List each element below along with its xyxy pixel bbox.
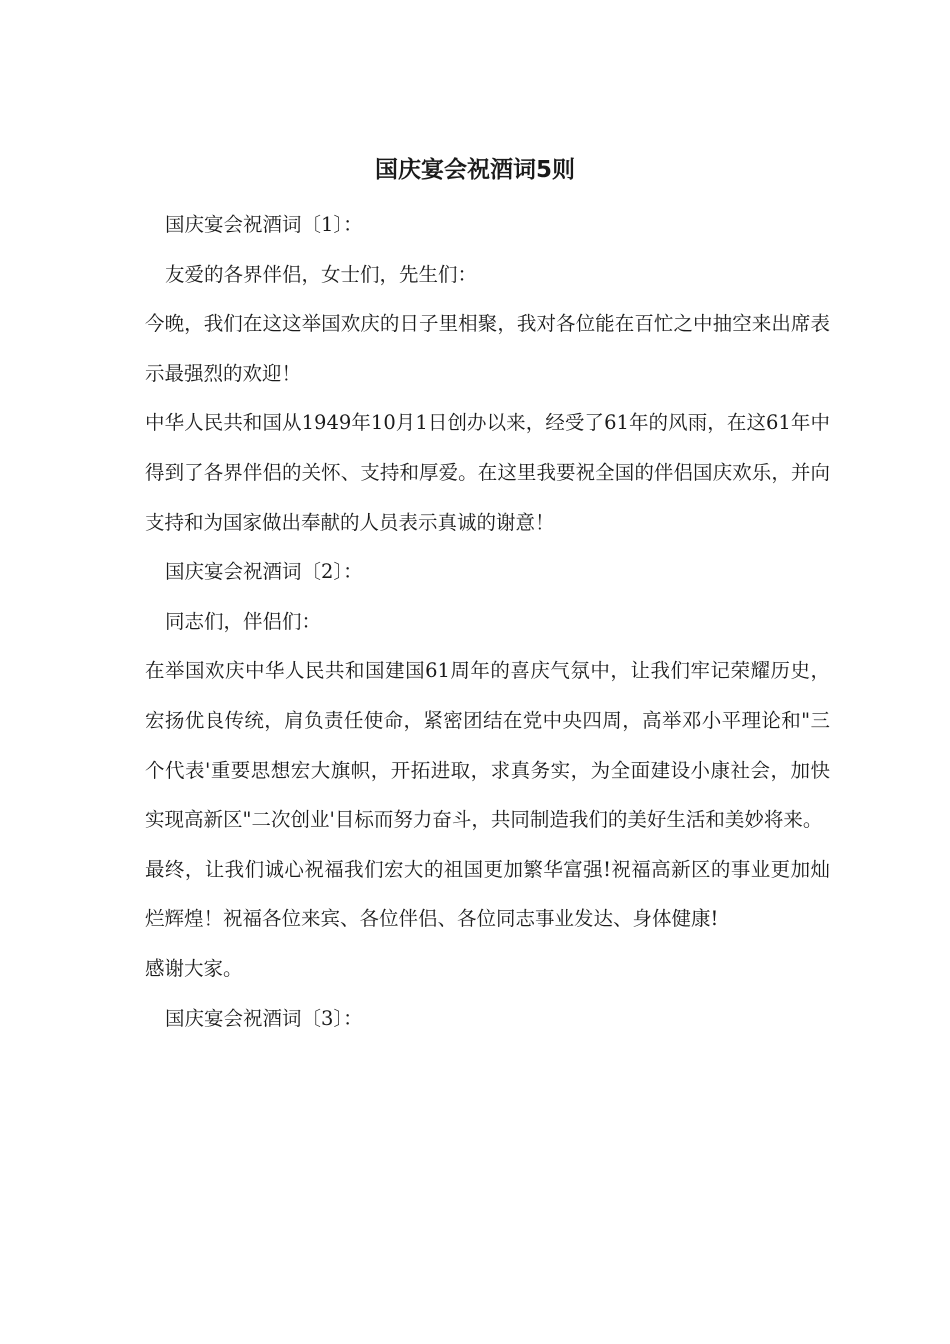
paragraph: 今晚，我们在这这举国欢庆的日子里相聚，我对各位能在百忙之中抽空来出席表示最强烈的欢迎！ [145, 312, 830, 385]
paragraph: 国庆宴会祝酒词〔2〕： [165, 560, 363, 584]
document-body [145, 200, 830, 1043]
document-title: 国庆宴会祝酒词5则 [374, 157, 575, 183]
paragraph: 感谢大家。 [145, 956, 243, 980]
paragraph: 国庆宴会祝酒词〔3〕： [165, 1006, 363, 1030]
paragraph: 友爱的各界伴侣，女士们，先生们： [165, 262, 478, 286]
paragraph: 在举国欢庆中华人民共和国建国61周年的喜庆气氛中，让我们牢记荣耀历史，宏扬优良传统，肩负责任使命，紧密团结在党中央四周，高举邓小平理论和"三个代表'重要思想宏大旗帜，开拓进取，求真务实，为全面建设小康社会，加快实现高新区"二次创业'目标而努力奋斗，共同制造我们的美好生活和美妙将来。 [145, 659, 830, 832]
paragraph: 国庆宴会祝酒词〔1〕： [165, 213, 363, 236]
paragraph: 最终，让我们诚心祝福我们宏大的祖国更加繁华富强!祝福高新区的事业更加灿烂辉煌！祝福各位来宾、各位伴侣、各位同志事业发达、身体健康! [145, 857, 830, 931]
paragraph: 中华人民共和国从1949年10月1日创办以来，经受了61年的风雨，在这61年中得到了各界伴侣的关怀、支持和厚爱。在这里我要祝全国的伴侣国庆欢乐，并向支持和为国家做出奉献的人员表示真诚的谢意！ [145, 411, 830, 534]
paragraph: 同志们，伴侣们： [165, 609, 322, 633]
